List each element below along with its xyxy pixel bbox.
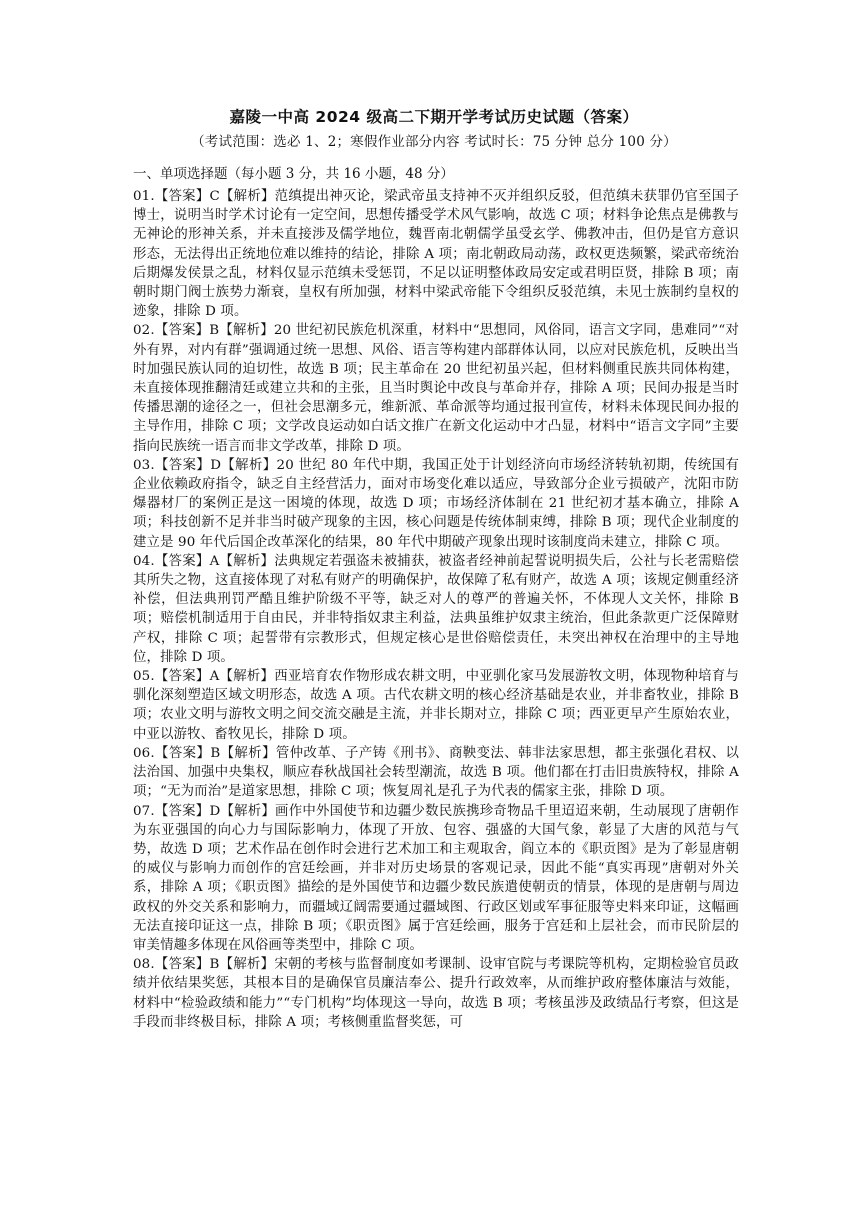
answer-item-02: 02.【答案】B【解析】20 世纪初民族危机深重，材料中“思想同，风俗同，语言文字同，患难同”“对外有界，对内有群”强调通过统一思想、风俗、语言等构建内部群体认同，以应对民族危机，反映出当时加强民族认同的迫切性，故选 B 项；民主革命在 20 世纪初虽兴起，但材料侧重民族共同体构建，未直接体现推翻清廷或建立共和的主张，且当时舆论中改良与革命并存，排除 A 项；民间办报是当时传播思潮的途径之一，但社会思潮多元，维新派、革命派等均通过报刊宣传，材料未体现民间办报的主导作用，排除 C 项；文学改良运动如白话文推广在新文化运动中才凸显，材料中“语言文字同”主要指向民族统一语言而非文学改革，排除 D 项。 (133, 323, 739, 454)
answer-item-06: 06.【答案】B【解析】管仲改革、子产铸《刑书》、商鞅变法、韩非法家思想，都主张强化君权、以法治国、加强中央集权，顺应春秋战国社会转型潮流，故选 B 项。他们都在打击旧贵族特权，排除 A 项；“无为而治”是道家思想，排除 C 项；恢复周礼是孔子为代表的儒家主张，排除 D 项。 (133, 745, 739, 800)
document-title: 嘉陵一中高 2024 级高二下期开学考试历史试题（答案） (229, 108, 639, 126)
document-subtitle: （考试范围：选必 1、2；寒假作业部分内容 考试时长：75 分钟 总分 100 分） (191, 134, 677, 150)
answer-item-07: 07.【答案】D【解析】画作中外国使节和边疆少数民族携珍奇物品千里迢迢来朝，生动展现了唐朝作为东亚强国的向心力与国际影响力，体现了开放、包容、强盛的大国气象，彰显了大唐的风范与气势，故选 D 项；艺术作品在创作时会进行艺术加工和主观取舍，阎立本的《职贡图》是为了彰显唐朝的威仪与影响力而创作的宫廷绘画，并非对历史场景的客观记录，因此不能“真实再现”唐朝对外关系，排除 A 项；《职贡图》描绘的是外国使节和边疆少数民族遣使朝贡的情景，体现的是唐朝与周边政权的外交关系和影响力，而疆域辽阔需要通过疆域图、行政区划或军事征服等史料来印证，这幅画无法直接印证这一点，排除 B 项；《职贡图》属于宫廷绘画，服务于宫廷和上层社会，而市民阶层的审美情趣多体现在风俗画等类型中，排除 C 项。 (133, 803, 739, 953)
answer-item-03: 03.【答案】D【解析】20 世纪 80 年代中期，我国正处于计划经济向市场经济转轨初期，传统国有企业依赖政府指令，缺乏自主经营活力，面对市场变化难以适应，导致部分企业亏损破产，沈阳市防爆器材厂的案例正是这一困境的体现，故选 D 项；市场经济体制在 21 世纪初才基本确立，排除 A 项；科技创新不足并非当时破产现象的主因，核心问题是传统体制束缚，排除 B 项；现代企业制度的建立是 90 年代后国企改革深化的结果，80 年代中期破产现象出现时该制度尚未建立，排除 C 项。 (133, 457, 739, 550)
answer-item-08: 08.【答案】B【解析】宋朝的考核与监督制度如考课制、设审官院与考课院等机构，定期检验官员政绩并依结果奖惩，其根本目的是确保官员廉洁奉公、提升行政效率，从而维护政府整体廉洁与效能，材料中“检验政绩和能力”“专门机构”均体现这一导向，故选 B 项；考核虽涉及政绩品行考察，但这是手段而非终极目标，排除 A 项；考核侧重监督奖惩，可 (133, 957, 739, 1030)
answer-list (133, 187, 739, 1032)
answer-item-01: 01.【答案】C【解析】范缜提出神灭论，梁武帝虽支持神不灭并组织反驳，但范缜未获罪仍官至国子博士，说明当时学术讨论有一定空间，思想传播受学术风气影响，故选 C 项；材料争论焦点是佛教与无神论的形神关系，并未直接涉及儒学地位，魏晋南北朝儒学虽受玄学、佛教冲击，但仍是官方意识形态，无法得出正统地位难以维持的结论，排除 A 项；南北朝政局动荡，政权更迭频繁，梁武帝统治后期爆发侯景之乱，材料仅显示范缜未受惩罚，不足以证明整体政局安定或君明臣贤，排除 B 项；南朝时期门阀士族势力渐衰，皇权有所加强，材料中梁武帝能下令组织反驳范缜，未见士族制约皇权的迹象，排除 D 项。 (133, 189, 739, 320)
answer-item-05: 05.【答案】A【解析】西亚培育农作物形成农耕文明，中亚驯化家马发展游牧文明，体现物种培育与驯化深刻塑造区域文明形态，故选 A 项。古代农耕文明的核心经济基础是农业，并非畜牧业，排除 B 项；农业文明与游牧文明之间交流交融是主流，并非长期对立，排除 C 项；西亚更早产生原始农业，中亚以游牧、畜牧见长，排除 D 项。 (133, 669, 739, 742)
answer-item-04: 04.【答案】A【解析】法典规定若强盗未被捕获，被盗者经神前起誓说明损失后，公社与长老需赔偿其所失之物，这直接体现了对私有财产的明确保护，故保障了私有财产，故选 A 项；该规定侧重经济补偿，但法典刑罚严酷且维护阶级不平等，缺乏对人的尊严的普遍关怀，不体现人文关怀，排除 B 项；赔偿机制适用于自由民，并非特指奴隶主利益，法典虽维护奴隶主统治，但此条款更广泛保障财产权，排除 C 项；起誓带有宗教形式，但规定核心是世俗赔偿责任，未突出神权在治理中的主导地位，排除 D 项。 (133, 553, 739, 665)
section-heading: 一、单项选择题（每小题 3 分，共 16 小题，48 分） (133, 166, 454, 182)
